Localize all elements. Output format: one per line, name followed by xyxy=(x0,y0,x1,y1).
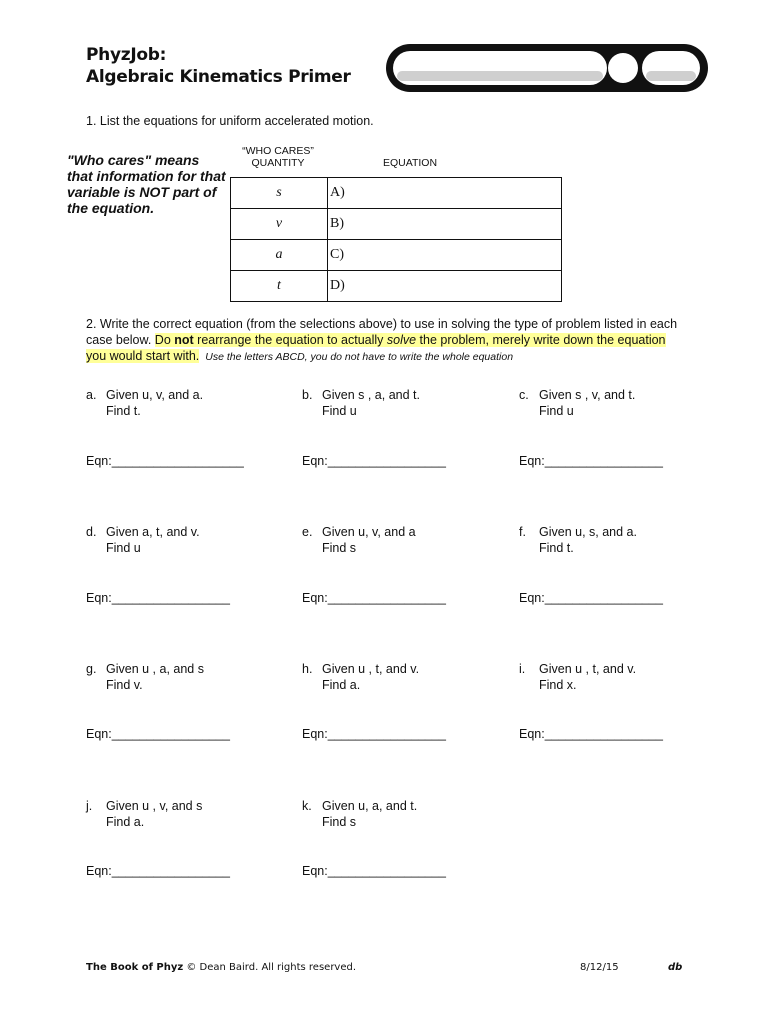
answer-line-e[interactable]: Eqn:_________________ xyxy=(302,591,446,605)
answer-line-c[interactable]: Eqn:_________________ xyxy=(519,454,663,468)
problem-g: g. Given u , a, and s Find v. xyxy=(86,662,204,692)
answer-line-h[interactable]: Eqn:_________________ xyxy=(302,727,446,741)
answer-line-f[interactable]: Eqn:_________________ xyxy=(519,591,663,605)
problem-d: d. Given a, t, and v. Find u xyxy=(86,525,200,555)
answer-line-b[interactable]: Eqn:_________________ xyxy=(302,454,446,468)
highlighted-instruction: Do not rearrange the equation to actually solve the problem, merely write down the equation you would start with. xyxy=(86,333,666,363)
equation-column-header: EQUATION xyxy=(382,157,438,169)
variable-cell: a xyxy=(231,240,328,271)
instruction-note: Use the letters ABCD, you do not have to write the whole equation xyxy=(205,351,514,363)
answer-line-a[interactable]: Eqn:___________________ xyxy=(86,454,244,468)
who-cares-note: "Who cares" means that information for that variable is NOT part of the equation. xyxy=(67,152,226,216)
problem-h: h. Given u , t, and v. Find a. xyxy=(302,662,420,692)
question-2: 2. Write the correct equation (from the selections above) to use in solving the type of problem listed in each case below. Do not rearrange the equation to actually solve the problem, merely write down the equation you would start with. Use the letters ABCD, you do not have to write the whole equation xyxy=(86,317,678,363)
answer-line-i[interactable]: Eqn:_________________ xyxy=(519,727,663,741)
title-line-2: Algebraic Kinematics Primer xyxy=(86,67,351,87)
footer-copyright: The Book of Phyz © Dean Baird. All rights reserved. xyxy=(86,962,357,973)
problem-i: i. Given u , t, and v. Find x. xyxy=(519,662,637,692)
equation-cell[interactable]: C) xyxy=(328,240,562,271)
variable-cell: t xyxy=(231,271,328,302)
variable-cell: v xyxy=(231,209,328,240)
table-row xyxy=(231,271,562,302)
variable-cell: s xyxy=(231,178,328,209)
page-title xyxy=(86,44,351,88)
table-row xyxy=(231,240,562,271)
answer-line-g[interactable]: Eqn:_________________ xyxy=(86,727,230,741)
answer-line-j[interactable]: Eqn:_________________ xyxy=(86,864,230,878)
quantity-column-header: “WHO CARES” QUANTITY xyxy=(242,145,314,169)
answer-line-k[interactable]: Eqn:_________________ xyxy=(302,864,446,878)
phyzjob-logo xyxy=(384,42,710,94)
equation-cell[interactable]: B) xyxy=(328,209,562,240)
problem-j: j. Given u , v, and s Find a. xyxy=(86,799,203,829)
table-row xyxy=(231,209,562,240)
table-row xyxy=(231,178,562,209)
problem-a: a. Given u, v, and a. Find t. xyxy=(86,388,204,418)
footer-mark: db xyxy=(668,962,683,973)
answer-line-d[interactable]: Eqn:_________________ xyxy=(86,591,230,605)
equation-cell[interactable]: D) xyxy=(328,271,562,302)
problem-e: e. Given u, v, and a Find s xyxy=(302,525,416,555)
title-line-1: PhyzJob: xyxy=(86,45,167,65)
question-1: 1. List the equations for uniform accelerated motion. xyxy=(86,114,374,128)
problem-k: k. Given u, a, and t. Find s xyxy=(302,799,418,829)
equation-table xyxy=(230,177,562,302)
problem-b: b. Given s , a, and t. Find u xyxy=(302,388,420,418)
problem-f: f. Given u, s, and a. Find t. xyxy=(519,525,637,555)
footer-date: 8/12/15 xyxy=(580,962,619,973)
equation-cell[interactable]: A) xyxy=(328,178,562,209)
problem-c: c. Given s , v, and t. Find u xyxy=(519,388,636,418)
